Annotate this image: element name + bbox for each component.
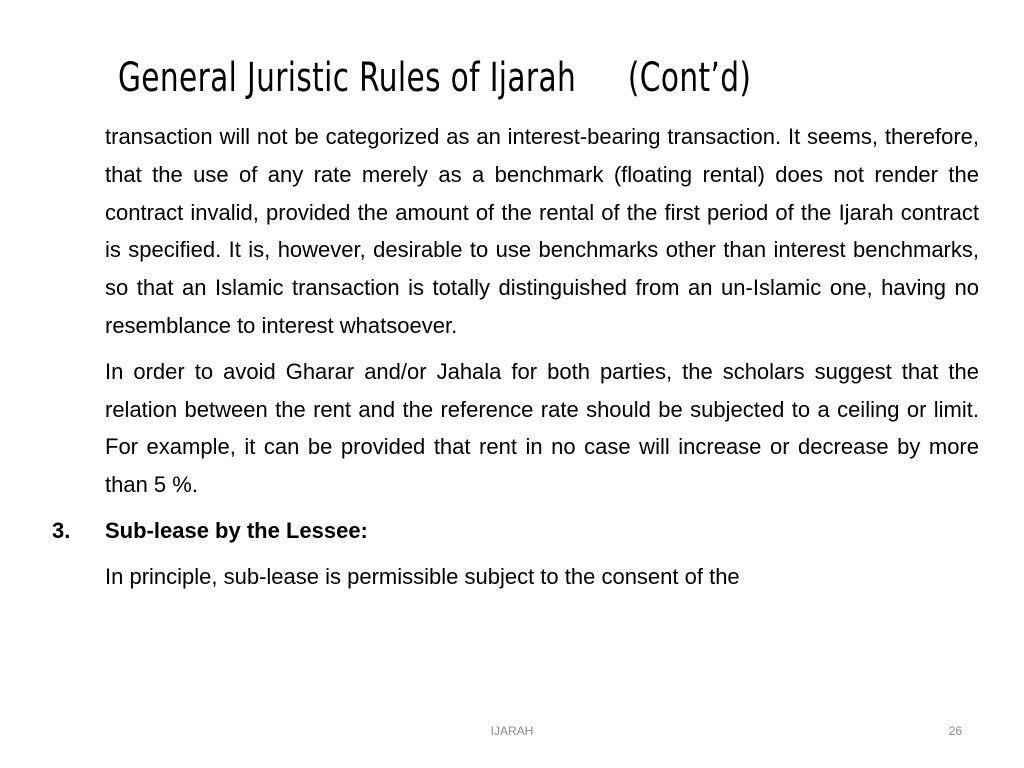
page-number: 26 [948,724,962,738]
slide-title [118,50,751,106]
paragraph-benchmark: transaction will not be categorized as an interest-bearing transaction. It seems, therefore, that the use of any rate merely as a benchmark (floating rental) does not render the contract invalid, provided the amount of the rental of the first period of the Ijarah contract is specified. It is, however, desirable to use benchmarks other than interest benchmarks, so that an Islamic transaction is totally distinguished from an un-Islamic one, having no resemblance to interest whatsoever. [105,124,979,338]
item-number: 3. [52,517,71,543]
numbered-item-sublease [52,512,979,550]
slide-title-suffix: (Cont’d) [627,55,752,101]
paragraph-gharar: In order to avoid Gharar and/or Jahala for both parties, the scholars suggest that the relation between the rent and the reference rate should be subjected to a ceiling or limit. For example, it can be provided that rent in no case will increase or decrease by more than 5 %. [105,358,979,498]
paragraph-sublease: In principle, sub-lease is permissible subject to the consent of the [105,563,740,589]
slide-title-main: General Juristic Rules of Ijarah [118,55,577,101]
footer-label: IJARAH [490,724,534,738]
item-heading: Sub-lease by the Lessee: [105,517,368,543]
slide-content [52,118,979,596]
